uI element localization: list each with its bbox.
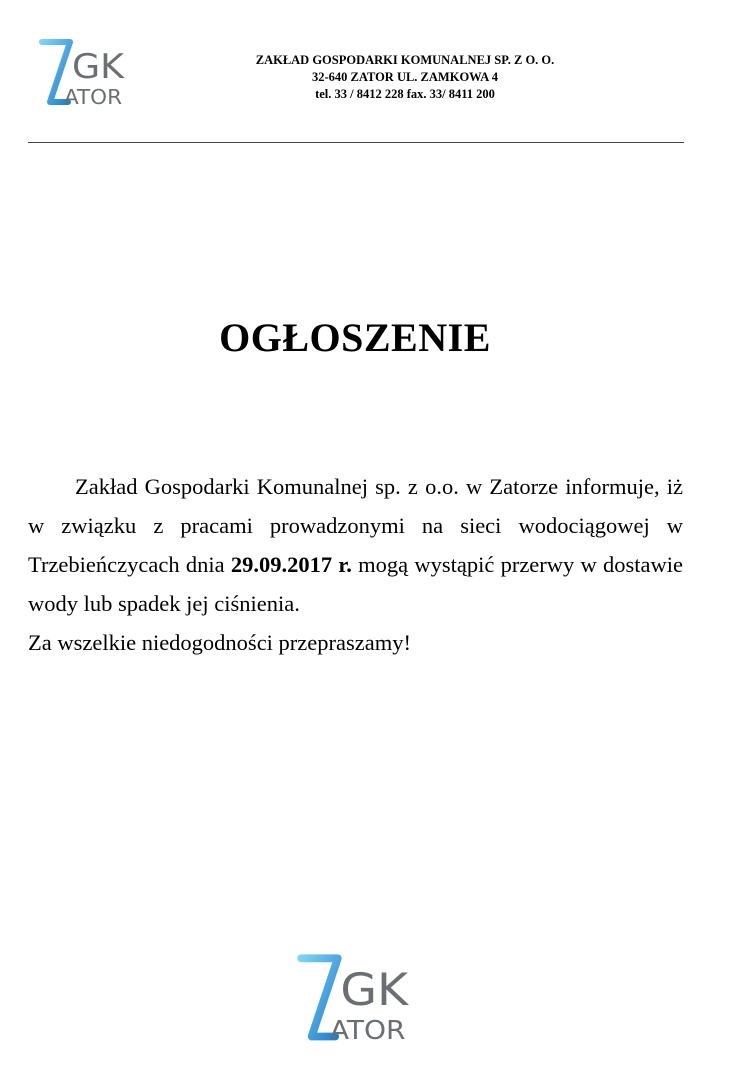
zgk-zator-logo-footer-icon xyxy=(283,942,429,1058)
announcement-date: 29.09.2017 r. xyxy=(230,552,352,577)
footer-logo-top-line: GK xyxy=(340,965,410,1017)
logo-top-line: GK xyxy=(72,47,126,87)
logo-bottom-line: ATOR xyxy=(64,85,123,109)
header-divider xyxy=(28,142,684,143)
paragraph-part1: Zakład Gospodarki Komunalnej sp. z o.o. w Zatorze informuje, iż w związku z pracami prowadzonymi na sieci wodociągowej w Trzebieńczycach dnia xyxy=(28,474,683,577)
paragraph-part2: mogą wystąpić przerwy w dostawie wody lub spadek jej ciśnienia. xyxy=(28,552,684,616)
document-title: OGŁOSZENIE xyxy=(219,315,491,360)
closing-line: Za wszelkie niedogodności przepraszamy! xyxy=(28,630,411,655)
company-name: ZAKŁAD GOSPODARKI KOMUNALNEJ SP. Z O. O. xyxy=(255,53,555,67)
announcement-body xyxy=(28,467,683,662)
zgk-zator-logo-icon xyxy=(28,30,140,118)
footer-logo-bottom-line: ATOR xyxy=(329,1016,406,1047)
company-address: 32-640 ZATOR UL. ZAMKOWA 4 xyxy=(311,70,498,84)
company-header xyxy=(150,52,660,103)
company-contact: tel. 33 / 8412 228 fax. 33/ 8411 200 xyxy=(315,87,495,101)
announcement-paragraph xyxy=(28,467,683,623)
